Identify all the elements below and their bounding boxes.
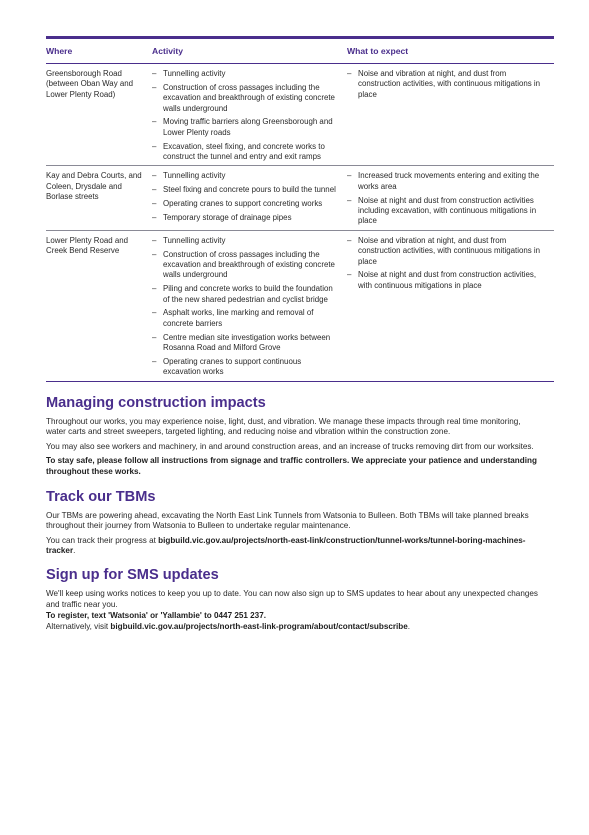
- paragraph: Throughout our works, you may experience noise, light, dust, and vibration. We manage these impacts through real time monitoring, water carts and street sweepers, targeted lighting, and reducing noise and vibration within the construction zone.: [46, 416, 521, 437]
- expect-cell: [347, 64, 554, 166]
- activity-item: – Construction of cross passages including the excavation and breakthrough of existing concrete walls underground: [152, 250, 337, 281]
- tracker-suffix: .: [73, 546, 76, 556]
- activity-list: [152, 171, 337, 223]
- activity-item: – Steel fixing and concrete pours to build the tunnel: [152, 185, 337, 195]
- where-cell: Lower Plenty Road and Creek Bend Reserve: [46, 235, 129, 256]
- activity-item: – Tunnelling activity: [152, 236, 337, 246]
- activity-item: – Temporary storage of drainage pipes: [152, 213, 337, 223]
- expect-item: – Noise and vibration at night, and dust from construction activities, with continuous mitigations in place: [347, 69, 544, 100]
- where-cell: Greensborough Road (between Oban Way and Lower Plenty Road): [46, 69, 133, 99]
- table-row: [46, 64, 554, 166]
- activity-list: [152, 236, 337, 378]
- subscribe-prefix: Alternatively, visit: [46, 621, 111, 631]
- activity-item: – Moving traffic barriers along Greensborough and Lower Plenty roads: [152, 117, 337, 138]
- table-row: [46, 166, 554, 230]
- track-tbms-section: [46, 488, 541, 557]
- safety-note: To stay safe, please follow all instructions from signage and traffic controllers. We appreciate your patience and understanding throughout these works.: [46, 456, 537, 477]
- activity-list: [152, 69, 337, 162]
- header-where: Where: [46, 46, 73, 56]
- register-instructions: To register, text 'Watsonia' or 'Yallambie' to 0447 251 237.: [46, 610, 266, 620]
- where-cell: Kay and Debra Courts, and Coleen, Drysdale and Borlase streets: [46, 171, 142, 202]
- tracker-paragraph: [46, 536, 541, 557]
- expect-item: – Noise and vibration at night, and dust from construction activities, with continuous mitigations in place: [347, 236, 544, 267]
- activity-item: – Centre median site investigation works between Rosanna Road and Milford Grove: [152, 333, 337, 354]
- managing-impacts-section: [46, 394, 541, 478]
- header-what-to-expect: What to expect: [347, 46, 409, 56]
- section-heading: Sign up for SMS updates: [46, 567, 219, 584]
- works-table: [46, 36, 554, 382]
- activity-item: – Tunnelling activity: [152, 171, 337, 181]
- header-activity: Activity: [152, 46, 184, 56]
- tracker-prefix: You can track their progress at: [46, 535, 159, 545]
- paragraph: We'll keep using works notices to keep you up to date. You can now also sign up to SMS updates to hear about any unexpected changes and traffic near you.: [46, 589, 538, 609]
- activity-item: – Construction of cross passages including the excavation and breakthrough of existing concrete walls underground: [152, 83, 337, 114]
- expect-cell: [347, 166, 554, 230]
- activity-item: – Excavation, steel fixing, and concrete works to construct the tunnel and entry and exit ramps: [152, 142, 337, 163]
- tbm-tracker-link[interactable]: bigbuild.vic.gov.au/projects/north-east-link/construction/tunnel-works/tunnel-boring-machines-tracker: [46, 535, 526, 556]
- activity-item: – Asphalt works, line marking and removal of concrete barriers: [152, 308, 337, 329]
- section-heading: Managing construction impacts: [46, 394, 266, 411]
- expect-item: – Increased truck movements entering and exiting the works area: [347, 171, 544, 192]
- page: [46, 36, 554, 633]
- activity-cell: [152, 64, 347, 166]
- activity-item: – Piling and concrete works to build the foundation of the new shared pedestrian and cyclist bridge: [152, 284, 337, 305]
- expect-cell: [347, 230, 554, 381]
- activity-cell: [152, 166, 347, 230]
- expect-list: [347, 171, 544, 226]
- table-header-row: [46, 38, 554, 64]
- paragraph: Our TBMs are powering ahead, excavating the North East Link Tunnels from Watsonia to Bulleen. Both TBMs will take planned breaks throughout their journey from Watsonia to Bulleen to undertake regular maintenance.: [46, 510, 529, 531]
- activity-cell: [152, 230, 347, 381]
- subscribe-link[interactable]: bigbuild.vic.gov.au/projects/north-east-link-program/about/contact/subscribe: [110, 621, 408, 631]
- table-row: [46, 230, 554, 381]
- sms-updates-section: [46, 566, 541, 632]
- paragraph: You may also see workers and machinery, in and around construction areas, and an increase of trucks removing dirt from our worksites.: [46, 441, 534, 451]
- expect-list: [347, 69, 544, 100]
- subscribe-suffix: .: [407, 621, 411, 631]
- expect-item: – Noise at night and dust from construction activities including excavation, with continuous mitigations in place: [347, 196, 544, 227]
- subscribe-paragraph: [46, 622, 541, 633]
- activity-item: – Tunnelling activity: [152, 69, 337, 79]
- activity-item: – Operating cranes to support concreting works: [152, 199, 337, 209]
- expect-item: – Noise at night and dust from construction activities, with continuous mitigations in place: [347, 270, 544, 291]
- activity-item: – Operating cranes to support continuous excavation works: [152, 357, 337, 378]
- expect-list: [347, 236, 544, 291]
- section-heading: Track our TBMs: [46, 488, 156, 505]
